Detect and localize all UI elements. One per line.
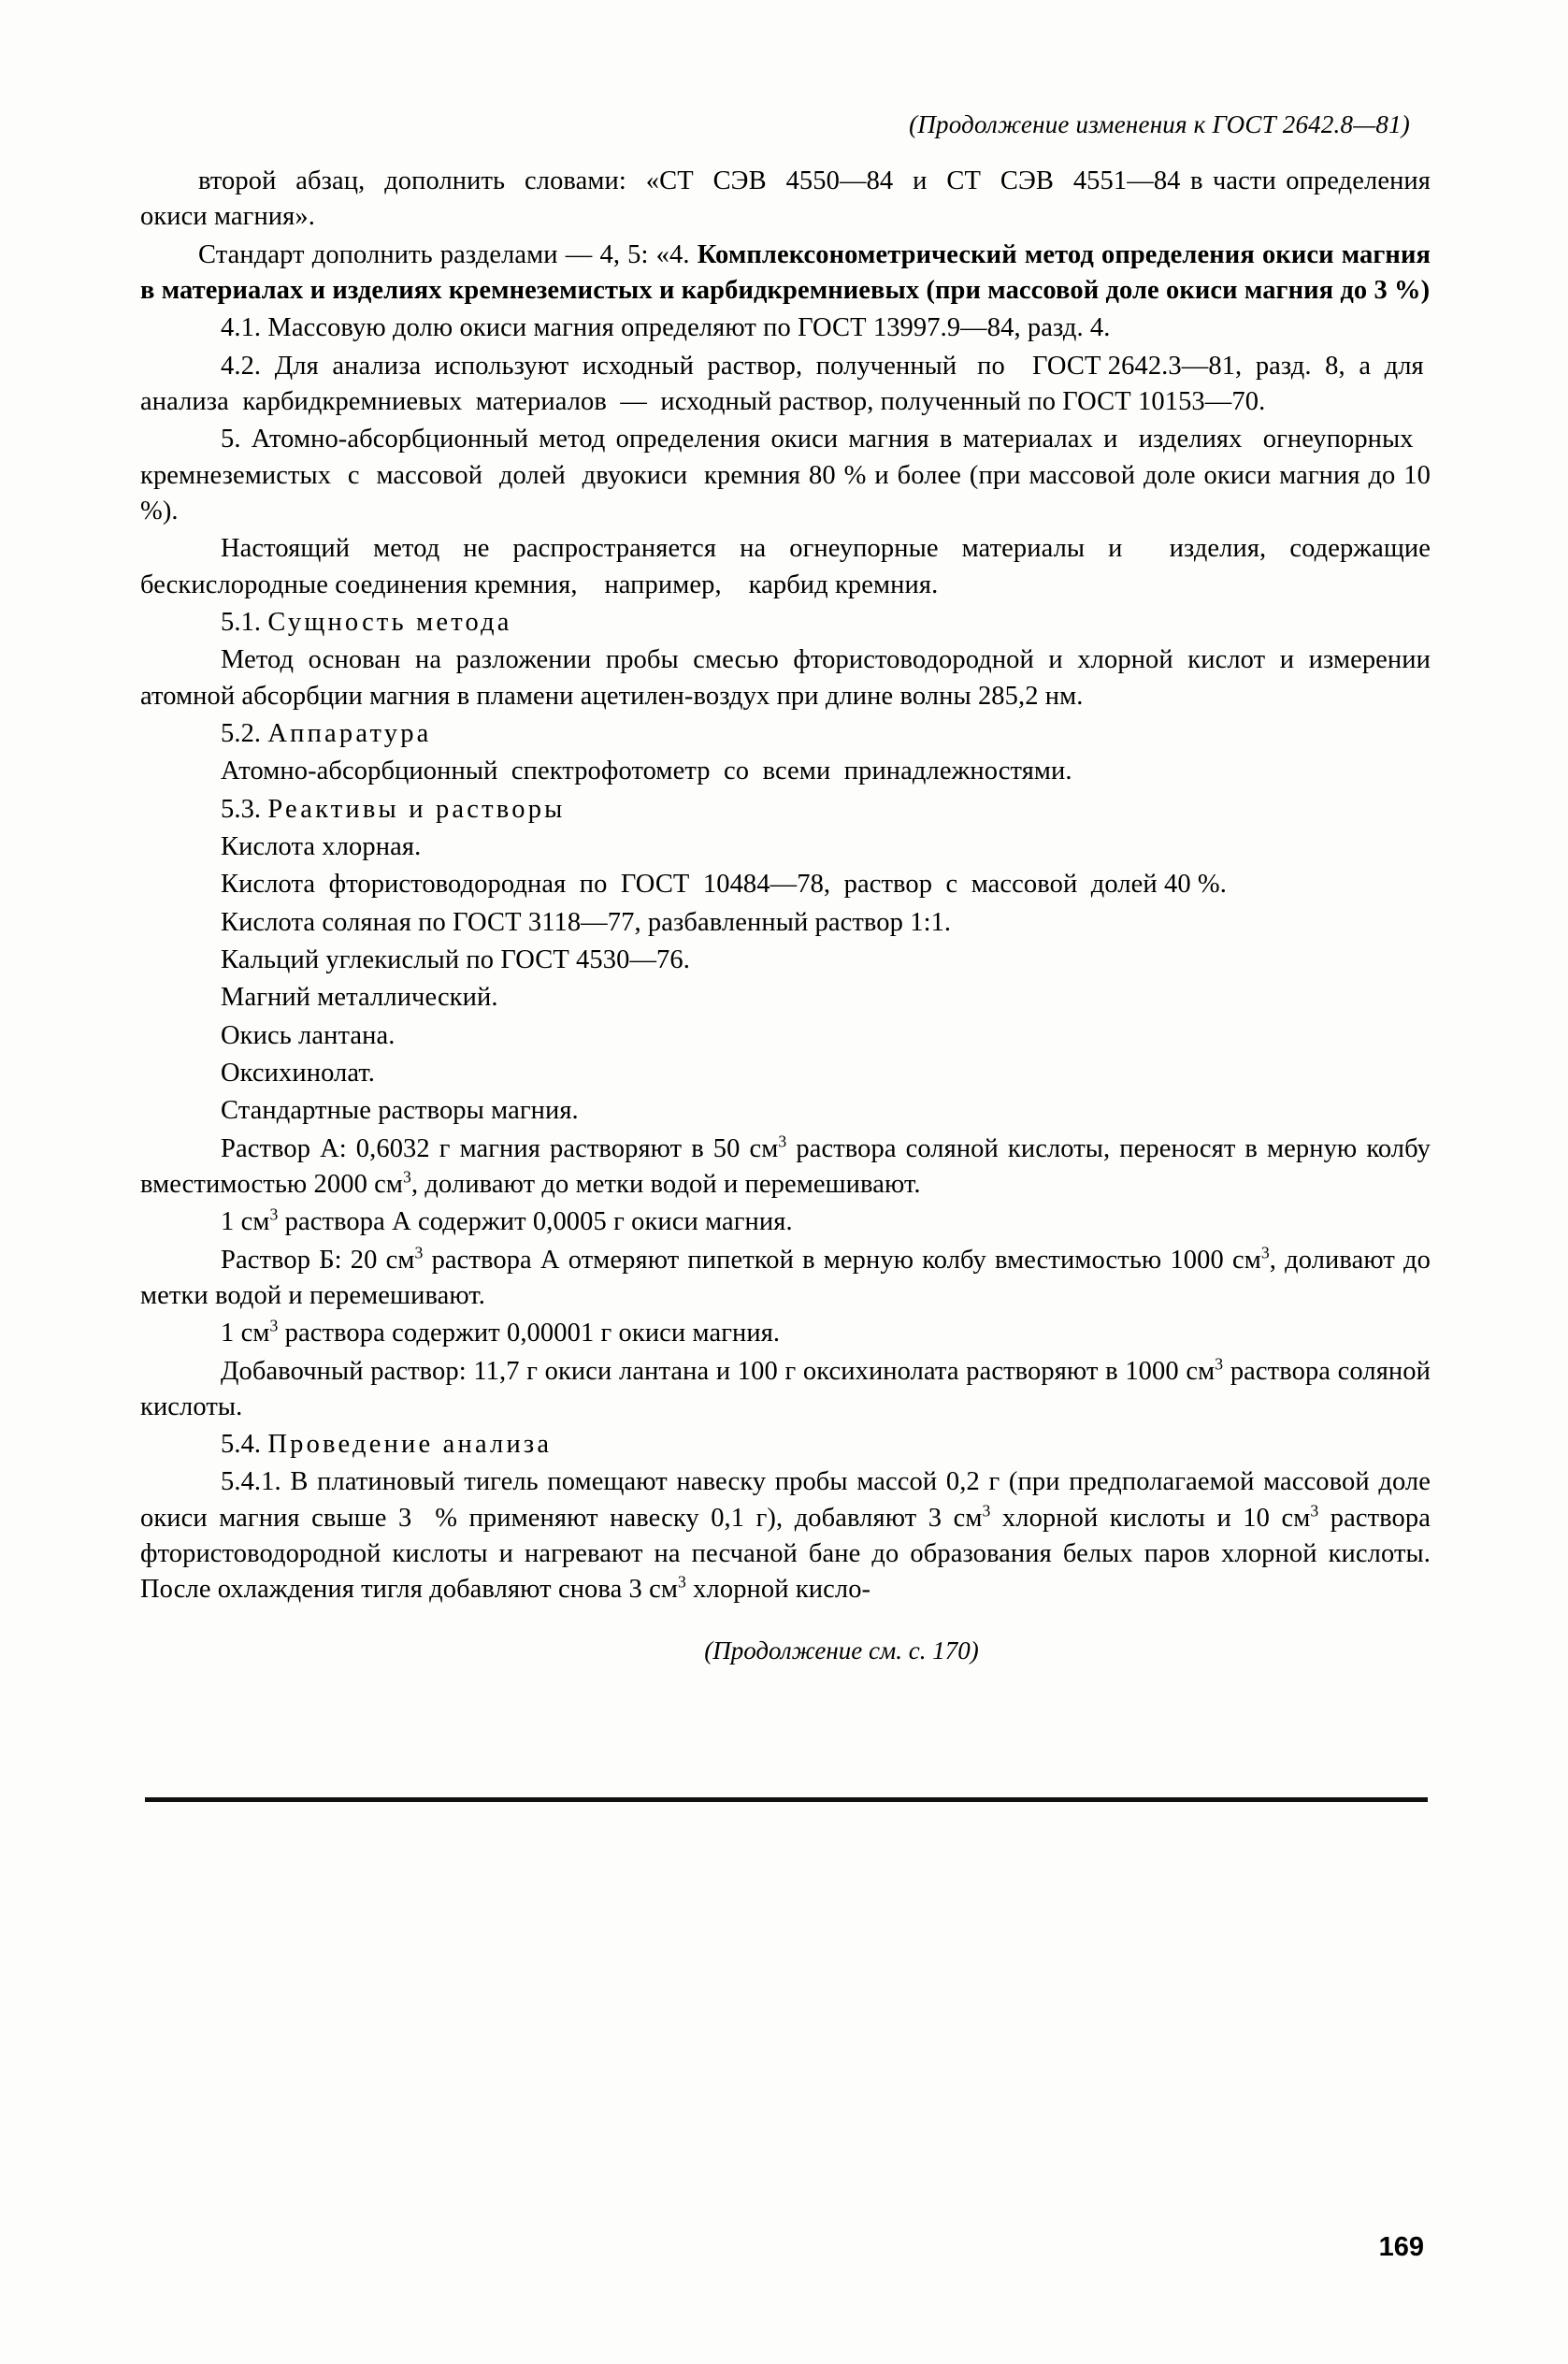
paragraph-p26: 5.4.1. В платиновый тигель помещают навеску пробы массой 0,2 г (при предполагаемой массовой доле окиси магния свыше 3 % применяют навеску 0,1 г), добавляют 3 $см^3$ хлорной кислоты и 10 $см^3$ раствора фтористоводородной кислоты и нагревают на песчаной бане до образования белых паров хлорной кислоты. После охлаждения тигля добавляют снова 3 $см^3$ хлорной кисло- xyxy=(140,1467,1431,1605)
paragraph-p14: Кислота соляная по ГОСТ 3118—77, разбавленный раствор 1:1. xyxy=(221,907,952,937)
paragraph-p13: Кислота фтористоводородная по ГОСТ 10484—78, раствор с массовой долей 40 %. xyxy=(221,870,1227,900)
paragraph-p1: второй абзац, дополнить словами: «СТ СЭВ 4550—84 и СТ СЭВ 4551—84 в части определения окиси магния». xyxy=(140,166,1431,232)
paragraph-p4: 4.2. Для анализа используют исходный раствор, полученный по ГОСТ 2642.3—81, разд. 8, а для анализа карбидкремниевых материалов — исходный раствор, полученный по ГОСТ 10153—70. xyxy=(140,351,1431,416)
paragraph-p16: Магний металлический. xyxy=(221,983,498,1013)
horizontal-rule xyxy=(145,1797,1428,1802)
paragraph-p12: Кислота хлорная. xyxy=(221,831,422,861)
paragraph-p15: Кальций углекислый по ГОСТ 4530—76. xyxy=(221,944,690,974)
page-number: 169 xyxy=(1378,2232,1424,2262)
paragraph-p22: Раствор Б: 20 $см^3$ раствора А отмеряют пипеткой в мерную колбу вместимостью 1000 $см^3$, доливают до метки водой и перемешивают. xyxy=(140,1243,1431,1310)
paragraph-p21: 1 $см^3$ раствора А содержит 0,0005 г окиси магния. xyxy=(221,1204,793,1237)
page-body xyxy=(140,110,1431,1665)
paragraph-p17: Окись лантана. xyxy=(221,1020,396,1050)
paragraph-p5: 5. Атомно-абсорбционный метод определения окиси магния в материалах и изделиях огнеупорных кремнеземистых с массовой долей двуокиси кремния 80 % и более (при массовой доле окиси магния до 10 %). xyxy=(140,425,1431,526)
paragraph-p19: Стандартные растворы магния. xyxy=(221,1096,579,1126)
paragraph-p10: Атомно-абсорбционный спектрофотометр со всеми принадлежностями. xyxy=(221,757,1072,786)
footer-continuation-note: (Продолжение см. с. 170) xyxy=(704,1636,979,1665)
paragraph-p11: 5.3. Реактивы и растворы xyxy=(221,794,566,824)
header-continuation-note: (Продолжение изменения к ГОСТ 2642.8—81) xyxy=(909,110,1410,138)
paragraph-p7: 5.1. Сущность метода xyxy=(221,607,512,637)
paragraph-p18: Оксихинолат. xyxy=(221,1058,376,1088)
paragraph-p2: Стандарт дополнить разделами — 4, 5: «4. Комплексонометрический метод определения окиси магния в материалах и изделиях кремнеземистых и карбидкремниевых (при массовой доле окиси магния до 3 %) xyxy=(140,239,1431,305)
paragraph-p6: Настоящий метод не распространяется на огнеупорные материалы и изделия, содержащие бескислородные соединения кремния, например, карбид кремния. xyxy=(140,534,1431,599)
paragraph-p20: Раствор А: 0,6032 г магния растворяют в 50 $см^3$ раствора соляной кислоты, переносят в мерную колбу вместимостью 2000 $см^3$, доливают до метки водой и перемешивают. xyxy=(140,1132,1431,1199)
paragraph-p3: 4.1. Массовую долю окиси магния определяют по ГОСТ 13997.9—84, разд. 4. xyxy=(221,313,1111,343)
paragraph-p25: 5.4. Проведение анализа xyxy=(221,1430,553,1460)
paragraph-p23: 1 $см^3$ раствора содержит 0,00001 г окиси магния. xyxy=(221,1316,781,1348)
paragraph-p8: Метод основан на разложении пробы смесью фтористоводородной и хлорной кислот и измерении атомной абсорбции магния в пламени ацетилен-воздух при длине волны 285,2 нм. xyxy=(140,645,1431,711)
paragraph-p9: 5.2. Аппаратура xyxy=(221,718,432,748)
paragraph-p24: Добавочный раствор: 11,7 г окиси лантана и 100 г оксихинолата растворяют в 1000 $см^3$ раствора соляной кислоты. xyxy=(140,1354,1431,1421)
